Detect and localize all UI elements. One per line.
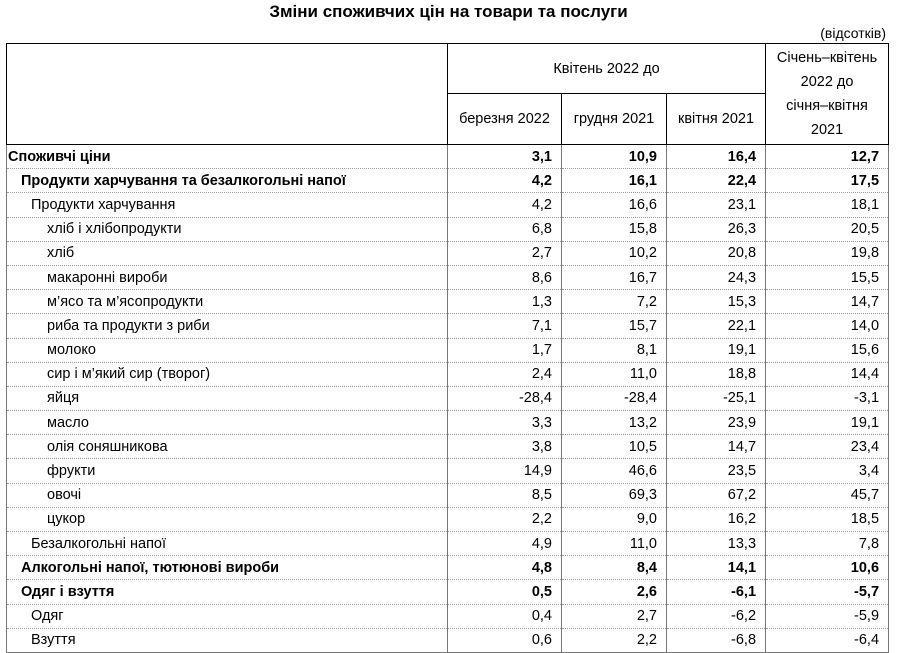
row-label: Продукти харчування та безалкогольні напої: [7, 169, 448, 193]
cell-value: 6,8: [448, 217, 562, 241]
cell-value: 26,3: [667, 217, 766, 241]
row-label: молоко: [7, 338, 448, 362]
row-label: фрукти: [7, 459, 448, 483]
cell-value: 9,0: [562, 507, 667, 531]
cell-value: 45,7: [766, 483, 889, 507]
cell-value: -5,9: [766, 604, 889, 628]
cell-value: 16,4: [667, 145, 766, 169]
cell-value: 0,4: [448, 604, 562, 628]
cell-value: 3,1: [448, 145, 562, 169]
cell-value: 17,5: [766, 169, 889, 193]
row-label: Взуття: [7, 628, 448, 652]
table-row: [7, 507, 889, 531]
cell-value: 10,9: [562, 145, 667, 169]
cell-value: 18,5: [766, 507, 889, 531]
cell-value: 4,8: [448, 556, 562, 580]
cell-value: 7,8: [766, 532, 889, 556]
cell-value: 19,1: [766, 411, 889, 435]
cell-value: 16,6: [562, 193, 667, 217]
cell-value: 11,0: [562, 532, 667, 556]
cell-value: 8,4: [562, 556, 667, 580]
table-row: [7, 435, 889, 459]
cell-value: 10,2: [562, 241, 667, 265]
header-jan-apr: [766, 44, 889, 145]
cell-value: 14,7: [766, 290, 889, 314]
cell-value: 8,6: [448, 265, 562, 289]
table-row: [7, 604, 889, 628]
cell-value: 2,4: [448, 362, 562, 386]
table-row: [7, 338, 889, 362]
cell-value: -28,4: [562, 386, 667, 410]
cell-value: 4,9: [448, 532, 562, 556]
header-jan-apr-line3: січня–квітня: [786, 98, 868, 114]
header-jan-apr-line4: 2021: [810, 122, 844, 138]
table-row: [7, 241, 889, 265]
cell-value: 69,3: [562, 483, 667, 507]
cell-value: 19,1: [667, 338, 766, 362]
cell-value: 2,2: [562, 628, 667, 652]
table-row: [7, 265, 889, 289]
cell-value: -5,7: [766, 580, 889, 604]
row-label: Споживчі ціни: [7, 145, 448, 169]
cell-value: -6,4: [766, 628, 889, 652]
cell-value: 4,2: [448, 169, 562, 193]
table-row: [7, 169, 889, 193]
cell-value: 15,8: [562, 217, 667, 241]
cell-value: 1,7: [448, 338, 562, 362]
cell-value: 20,8: [667, 241, 766, 265]
cell-value: 46,6: [562, 459, 667, 483]
row-label: олія соняшникова: [7, 435, 448, 459]
cell-value: 8,5: [448, 483, 562, 507]
cell-value: 7,1: [448, 314, 562, 338]
cell-value: 10,5: [562, 435, 667, 459]
cell-value: 16,1: [562, 169, 667, 193]
row-label: риба та продукти з риби: [7, 314, 448, 338]
cell-value: 1,3: [448, 290, 562, 314]
cell-value: 15,6: [766, 338, 889, 362]
table-row: [7, 459, 889, 483]
header-blank: [7, 44, 448, 145]
row-label: Одяг: [7, 604, 448, 628]
table-row: [7, 145, 889, 169]
cell-value: 20,5: [766, 217, 889, 241]
cell-value: 16,2: [667, 507, 766, 531]
price-changes-table: [6, 43, 889, 653]
row-label: Продукти харчування: [7, 193, 448, 217]
row-label: хліб і хлібопродукти: [7, 217, 448, 241]
cell-value: 14,0: [766, 314, 889, 338]
table-row: [7, 628, 889, 652]
cell-value: 19,8: [766, 241, 889, 265]
cell-value: 23,9: [667, 411, 766, 435]
cell-value: 10,6: [766, 556, 889, 580]
cell-value: 67,2: [667, 483, 766, 507]
cell-value: 14,9: [448, 459, 562, 483]
cell-value: 23,5: [667, 459, 766, 483]
row-label: цукор: [7, 507, 448, 531]
header-december-2021: грудня 2021: [562, 94, 667, 145]
cell-value: -6,2: [667, 604, 766, 628]
cell-value: 13,3: [667, 532, 766, 556]
header-jan-apr-line1: Січень–квітень: [776, 50, 878, 66]
row-label: овочі: [7, 483, 448, 507]
row-label: макаронні вироби: [7, 265, 448, 289]
cell-value: 22,1: [667, 314, 766, 338]
cell-value: 11,0: [562, 362, 667, 386]
table-row: [7, 314, 889, 338]
cell-value: -28,4: [448, 386, 562, 410]
cell-value: 3,3: [448, 411, 562, 435]
row-label: Одяг і взуття: [7, 580, 448, 604]
table-row: [7, 290, 889, 314]
table-row: [7, 362, 889, 386]
cell-value: 16,7: [562, 265, 667, 289]
row-label: яйця: [7, 386, 448, 410]
cell-value: 2,7: [562, 604, 667, 628]
cell-value: 4,2: [448, 193, 562, 217]
cell-value: 14,4: [766, 362, 889, 386]
cell-value: -6,8: [667, 628, 766, 652]
cell-value: 23,1: [667, 193, 766, 217]
cell-value: -6,1: [667, 580, 766, 604]
cell-value: 0,6: [448, 628, 562, 652]
row-label: Безалкогольні напої: [7, 532, 448, 556]
row-label: масло: [7, 411, 448, 435]
row-label: Алкогольні напої, тютюнові вироби: [7, 556, 448, 580]
cell-value: 24,3: [667, 265, 766, 289]
cell-value: 14,1: [667, 556, 766, 580]
cell-value: 22,4: [667, 169, 766, 193]
cell-value: 2,6: [562, 580, 667, 604]
row-label: хліб: [7, 241, 448, 265]
table-row: [7, 580, 889, 604]
cell-value: 14,7: [667, 435, 766, 459]
header-march-2022: березня 2022: [448, 94, 562, 145]
cell-value: 23,4: [766, 435, 889, 459]
cell-value: 15,3: [667, 290, 766, 314]
row-label: м’ясо та м’ясопродукти: [7, 290, 448, 314]
cell-value: 18,1: [766, 193, 889, 217]
cell-value: 8,1: [562, 338, 667, 362]
row-label: сир і м’який сир (творог): [7, 362, 448, 386]
table-row: [7, 386, 889, 410]
table-row: [7, 217, 889, 241]
header-group-april-2022: Квітень 2022 до: [448, 44, 766, 94]
cell-value: 0,5: [448, 580, 562, 604]
cell-value: 2,7: [448, 241, 562, 265]
page-title: Зміни споживчих цін на товари та послуги: [269, 2, 628, 21]
cell-value: -25,1: [667, 386, 766, 410]
table-row: [7, 193, 889, 217]
table-row: [7, 556, 889, 580]
cell-value: 7,2: [562, 290, 667, 314]
cell-value: 3,8: [448, 435, 562, 459]
table-row: [7, 411, 889, 435]
cell-value: 13,2: [562, 411, 667, 435]
header-april-2021: квітня 2021: [667, 94, 766, 145]
cell-value: 18,8: [667, 362, 766, 386]
cell-value: 15,5: [766, 265, 889, 289]
table-row: [7, 483, 889, 507]
table-row: [7, 532, 889, 556]
units-note: (відсотків): [820, 25, 886, 41]
cell-value: 12,7: [766, 145, 889, 169]
cell-value: -3,1: [766, 386, 889, 410]
cell-value: 15,7: [562, 314, 667, 338]
header-jan-apr-line2: 2022 до: [800, 74, 854, 90]
cell-value: 2,2: [448, 507, 562, 531]
cell-value: 3,4: [766, 459, 889, 483]
